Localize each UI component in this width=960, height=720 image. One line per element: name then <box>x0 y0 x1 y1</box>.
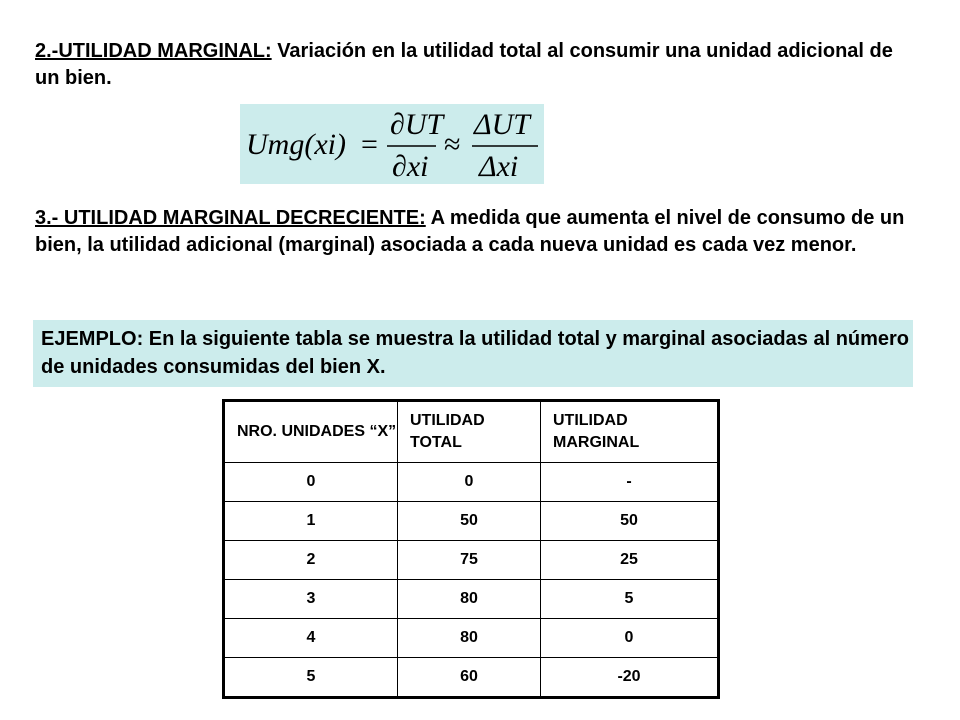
example-text: EJEMPLO: En la siguiente tabla se muestra la utilidad total y marginal asociadas al número de unidades consumidas del bien X. <box>41 328 910 378</box>
cell-units: 1 <box>224 502 398 541</box>
table-row <box>224 541 719 580</box>
cell-total: 80 <box>398 619 541 658</box>
formula-lhs: Umg(xi) <box>246 128 346 161</box>
table-row <box>224 502 719 541</box>
formula-partial-denominator: ∂xi <box>392 150 429 183</box>
section-2-paragraph <box>35 38 915 92</box>
cell-marginal: 0 <box>541 619 719 658</box>
section-2-title: 2.-UTILIDAD MARGINAL: <box>35 40 272 62</box>
cell-units: 3 <box>224 580 398 619</box>
utility-table <box>222 399 720 699</box>
section-3-title: 3.- UTILIDAD MARGINAL DECRECIENTE: <box>35 207 426 229</box>
cell-units: 5 <box>224 658 398 698</box>
section-3-paragraph <box>35 205 915 259</box>
cell-total: 75 <box>398 541 541 580</box>
section-2-text: Variación en la utilidad total al consumir una unidad adicional de un bien. <box>35 40 893 89</box>
formula-delta-numerator: ΔUT <box>474 108 530 141</box>
table-row <box>224 658 719 698</box>
cell-marginal: 25 <box>541 541 719 580</box>
formula-approx: ≈ <box>444 128 461 161</box>
table-row <box>224 463 719 502</box>
table-header-row <box>224 401 719 463</box>
formula-graphic <box>240 104 544 184</box>
cell-total: 60 <box>398 658 541 698</box>
cell-units: 4 <box>224 619 398 658</box>
formula-equals: = <box>361 128 378 161</box>
header-total-utility: UTILIDAD TOTAL <box>398 401 541 463</box>
cell-total: 80 <box>398 580 541 619</box>
section-3-text: A medida que aumenta el nivel de consumo de un bien, la utilidad adicional (marginal) asociada a cada nueva unidad es cada vez menor. <box>35 207 905 256</box>
cell-units: 2 <box>224 541 398 580</box>
formula-box <box>240 104 544 184</box>
cell-marginal: 50 <box>541 502 719 541</box>
table-row <box>224 580 719 619</box>
cell-total: 0 <box>398 463 541 502</box>
table-row <box>224 619 719 658</box>
cell-marginal: - <box>541 463 719 502</box>
example-box <box>33 320 913 387</box>
header-marginal-utility: UTILIDAD MARGINAL <box>541 401 719 463</box>
cell-marginal: 5 <box>541 580 719 619</box>
header-units: NRO. UNIDADES “X” <box>224 401 398 463</box>
cell-units: 0 <box>224 463 398 502</box>
formula-partial-numerator: ∂UT <box>390 108 444 141</box>
formula-delta-denominator: Δxi <box>479 150 519 183</box>
cell-marginal: -20 <box>541 658 719 698</box>
cell-total: 50 <box>398 502 541 541</box>
